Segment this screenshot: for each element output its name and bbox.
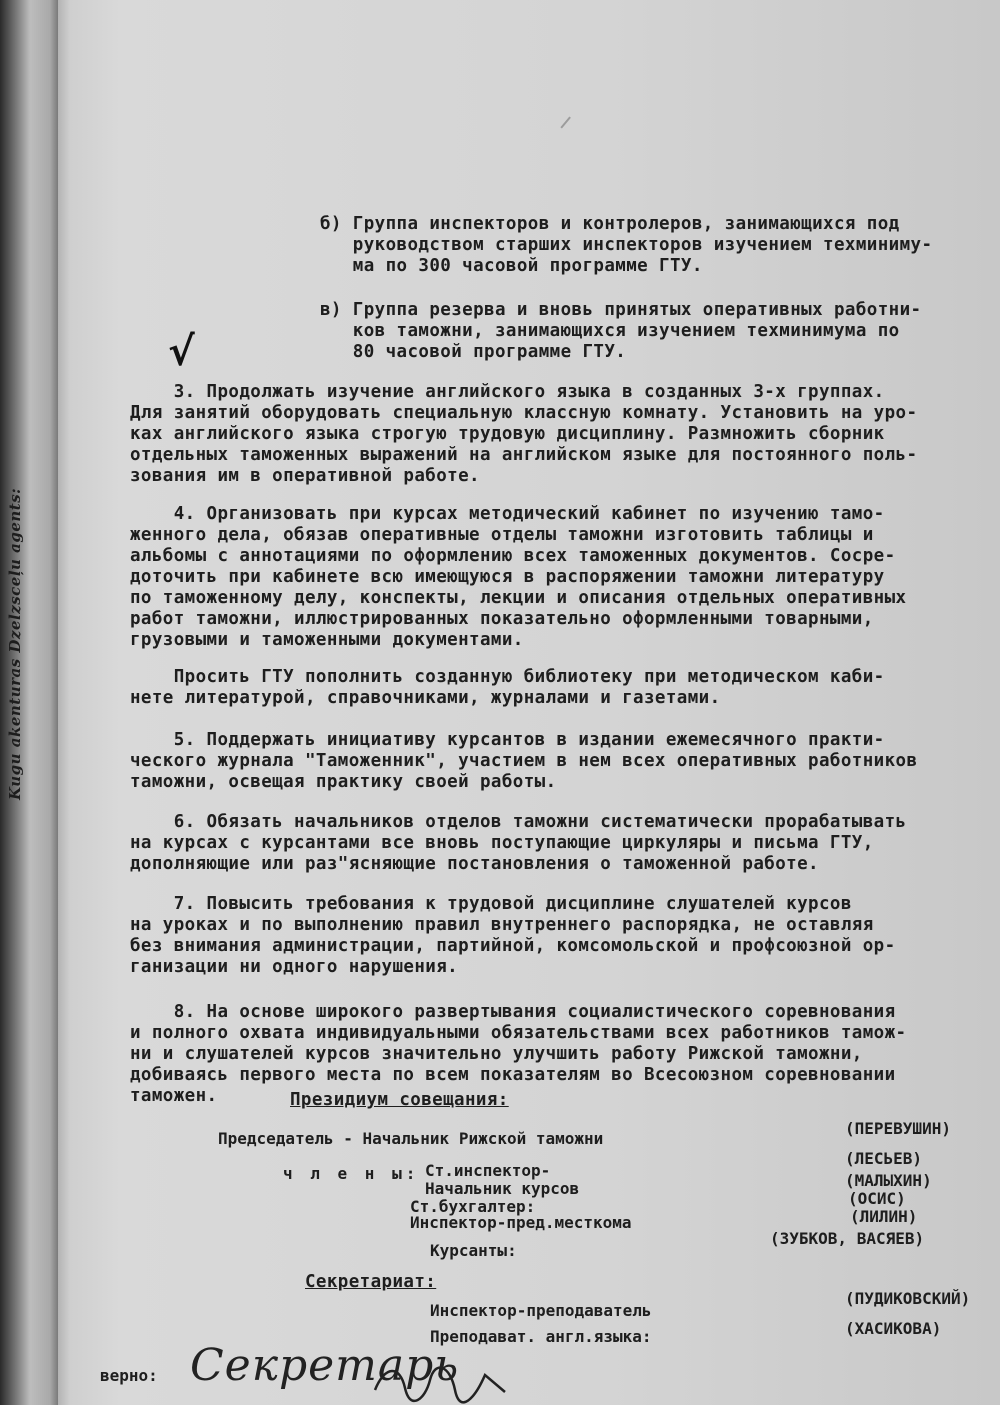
member-name: (ОСИС) <box>848 1189 906 1208</box>
paragraph-3: 3. Продолжать изучение английского языка в созданных 3-х группах. Для занятий оборудовать специальную классную комнату. Установить на уро- ках английского языка строгую трудовую дисциплину. Размножить сборник отдельных таможенных выражений на английском языке для постоянного поль- зования им в оперативной работе. <box>130 382 918 486</box>
cadets-label: Курсанты: <box>430 1241 517 1260</box>
paper-mark <box>560 116 581 137</box>
member-name: (ЛИЛИН) <box>850 1207 918 1226</box>
cadets-names: (ЗУБКОВ, ВАСЯЕВ) <box>770 1229 925 1248</box>
paragraph-request: Просить ГТУ пополнить созданную библиотеку при методическом каби- нете литературой, справочниками, журналами и газетами. <box>130 667 885 708</box>
members-label: ч л е н ы: <box>283 1164 420 1183</box>
secretariat-role: Преподават. англ.языка: <box>430 1327 652 1346</box>
item-b: б) Группа инспекторов и контролеров, занимающихся под руководством старших инспекторов изучением техминиму- ма по 300 часовой программе ГТУ. <box>320 214 933 276</box>
paragraph-6: 6. Обязать начальников отделов таможни систематически прорабатывать на курсах с курсантами все вновь поступающие циркуляры и письма ГТУ, дополняющие или раз"ясняющие постановления о таможенной работе. <box>130 812 907 874</box>
signature-scribble-icon <box>370 1360 510 1405</box>
member-role: Начальник курсов <box>425 1179 580 1198</box>
member-name: (МАЛЫХИН) <box>845 1171 932 1190</box>
check-mark-icon: √ <box>168 329 195 375</box>
secretariat-name: (ПУДИКОВСКИЙ) <box>845 1289 971 1308</box>
chairman-label: Председатель - Начальник Рижской таможни <box>218 1129 604 1148</box>
handwritten-signature: Секретарь <box>190 1340 460 1391</box>
secretariat-heading: Секретариат: <box>305 1272 437 1292</box>
paragraph-5: 5. Поддержать инициативу курсантов в издании ежемесячного практи- ческого журнала "Таможенник", участием в нем всех оперативных работников таможни, освещая практику своей работы. <box>130 730 918 792</box>
paragraph-7: 7. Повысить требования к трудовой дисциплине слушателей курсов на уроках и по выполнению правил внутреннего распорядка, не оставляя без внимания администрации, партийной, комсомольской и профсоюзной ор- ганизации ни одного нарушения. <box>130 894 896 977</box>
secretariat-role: Инспектор-преподаватель <box>430 1301 652 1320</box>
member-role: Инспектор-пред.месткома <box>410 1213 632 1232</box>
presidium-heading: Президиум совещания: <box>290 1090 509 1110</box>
member-role: Ст.бухгалтер: <box>410 1197 536 1216</box>
item-v: в) Группа резерва и вновь принятых оперативных работни- ков таможни, занимающихся изучением техминимума по 80 часовой программе ГТУ. <box>320 300 922 362</box>
paragraph-4: 4. Организовать при курсах методический кабинет по изучению тамо- женного дела, обязав оперативные отделы таможни изготовить таблицы и альбомы с аннотациями по оформлению всех таможенных документов. Сосре- доточить при кабинете всю имеющуюся в распоряжении таможни литературу по таможенному делу, конспекты, лекции и описания отдельных оперативных работ таможни, иллюстрированных показательно оформленными товарными, грузовыми и таможенными документами. <box>130 504 907 650</box>
member-name: (ЛЕСЬЕВ) <box>845 1149 923 1168</box>
chairman-name: (ПЕРЕВУШИН) <box>845 1119 951 1138</box>
verno-label: верно: <box>100 1366 158 1385</box>
secretariat-name: (ХАСИКОВА) <box>845 1319 942 1338</box>
member-role: Ст.инспектор- <box>425 1161 551 1180</box>
margin-stamp <box>6 760 24 800</box>
paragraph-8: 8. На основе широкого развертывания социалистического соревнования и полного охвата индивидуальными обязательствами всех работников тамож- ни и слушателей курсов значительно улучшить работу Рижской таможни, добиваясь первого места по всем показателям во Всесоюзном соревновании таможен. <box>130 1002 907 1106</box>
